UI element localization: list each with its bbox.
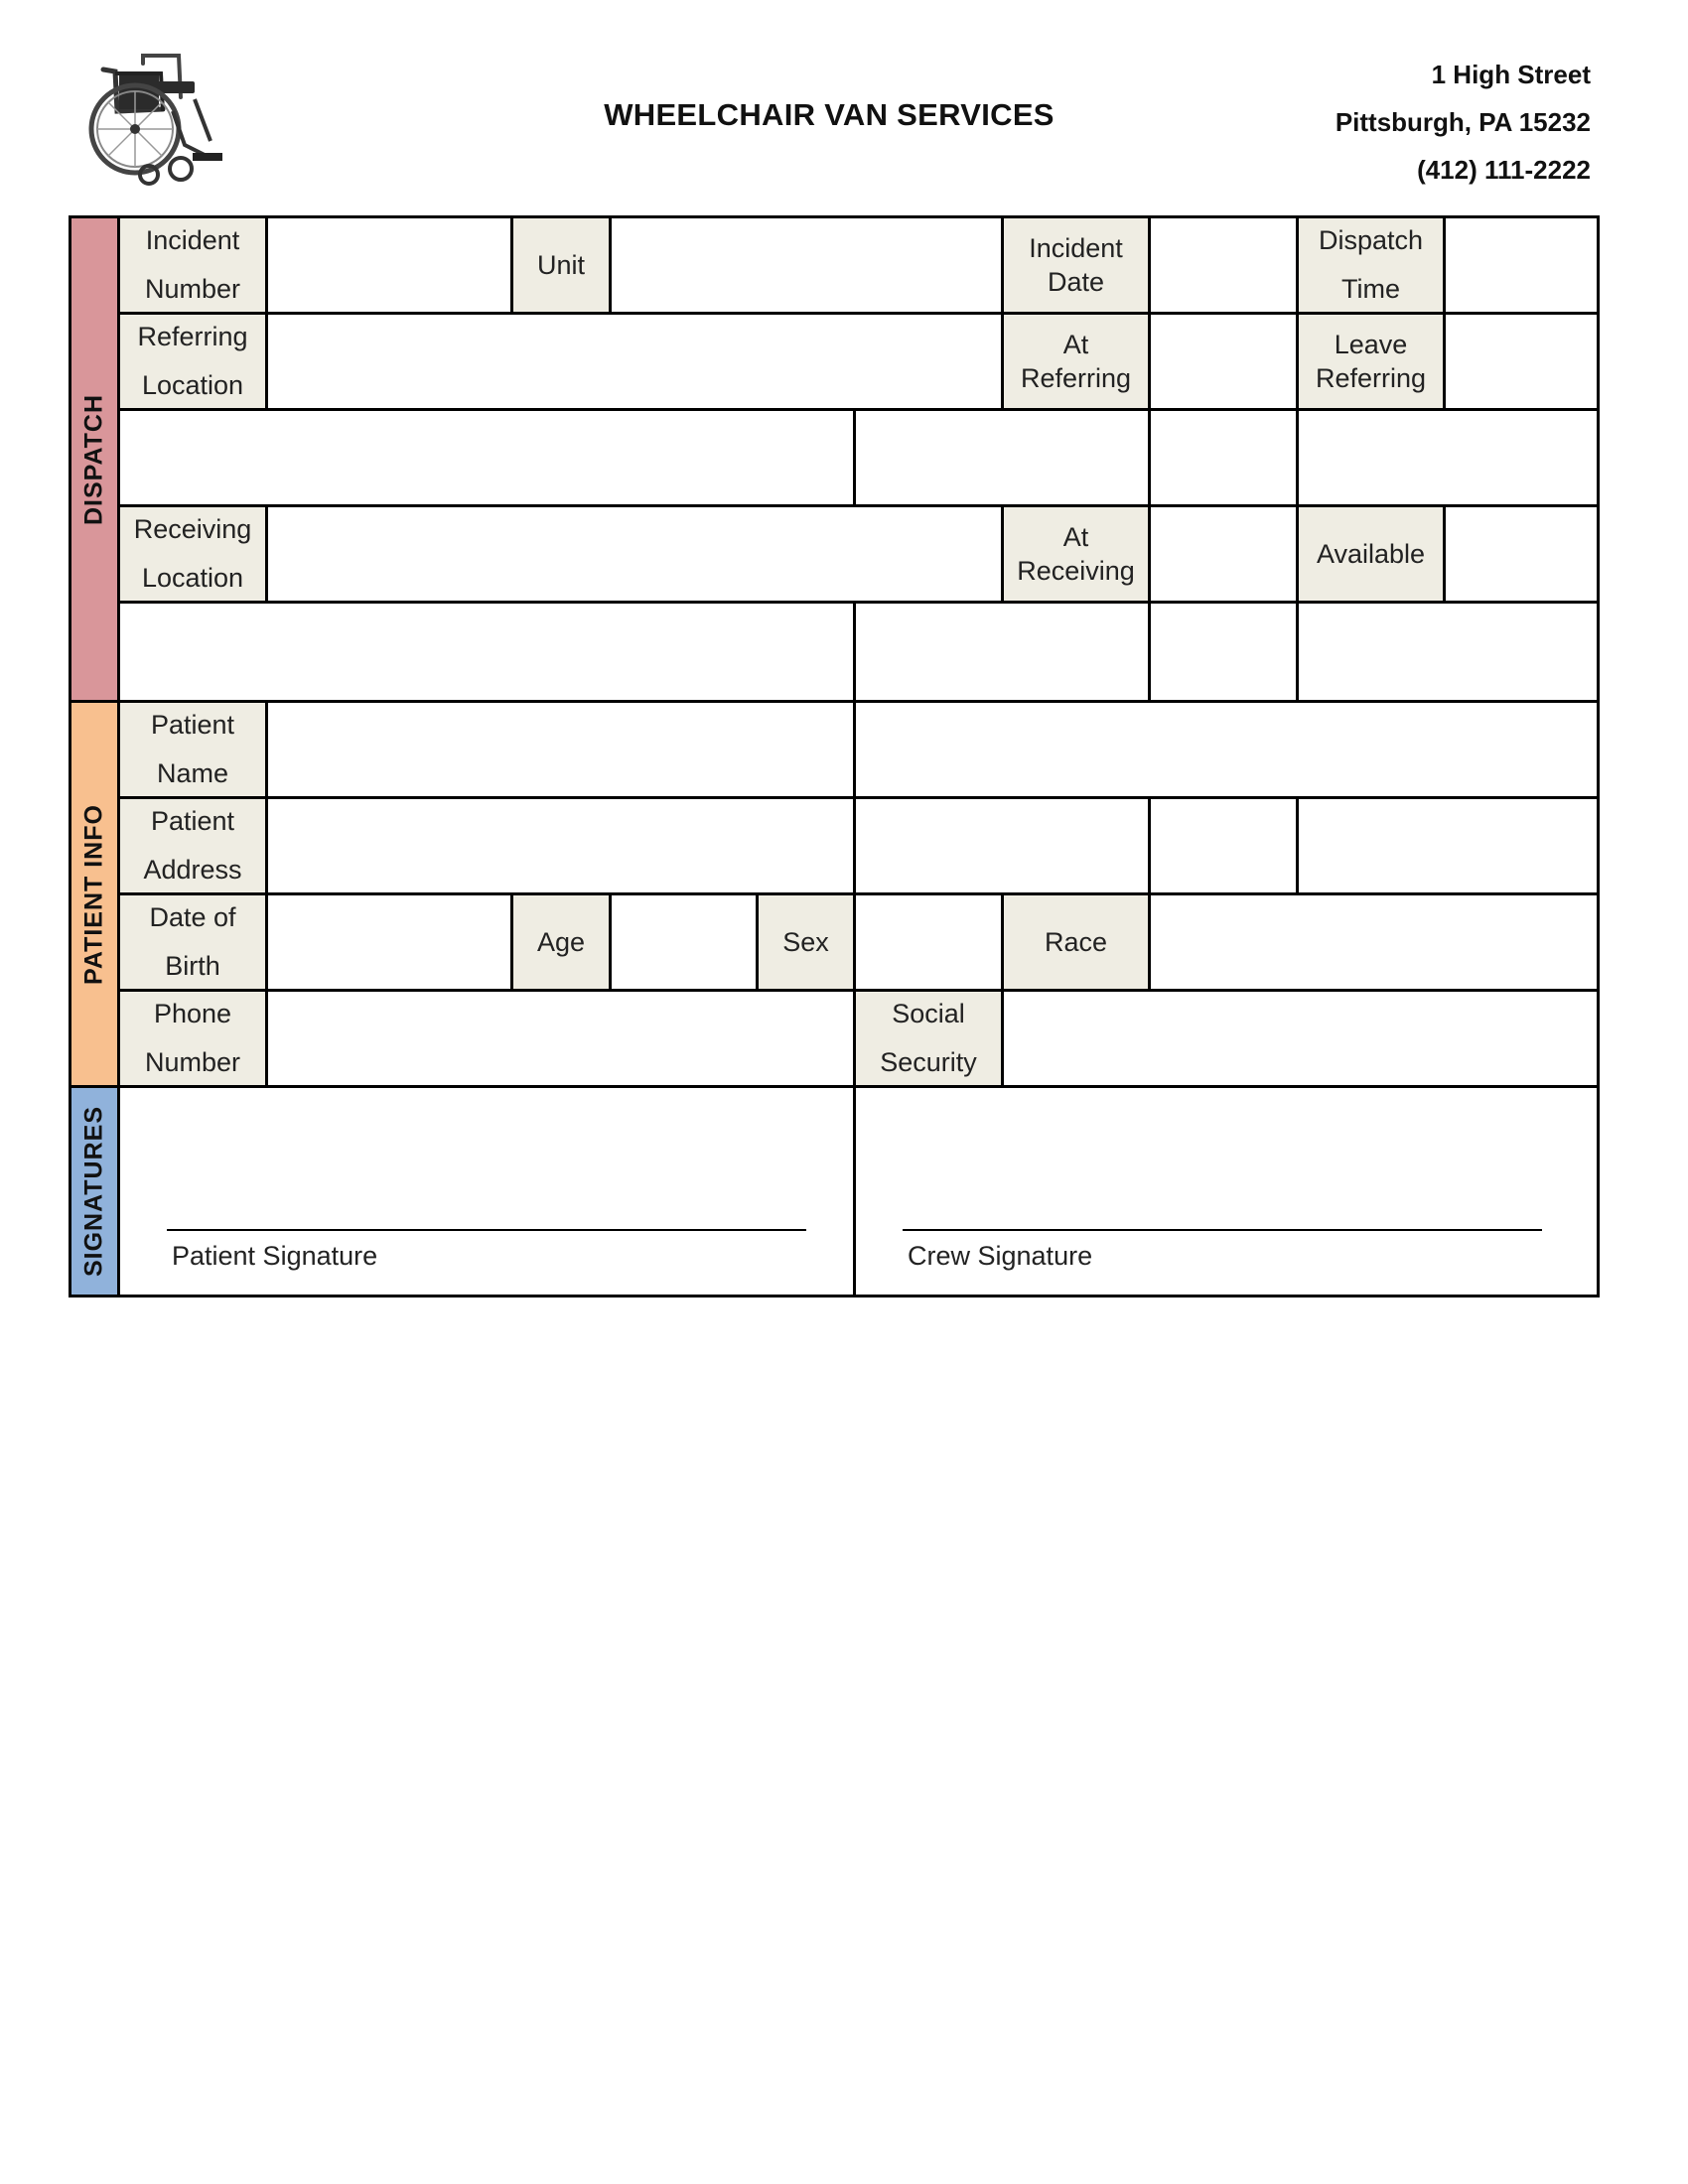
patient-signature-box[interactable] xyxy=(120,1088,856,1295)
unit-label: Unit xyxy=(513,218,612,315)
crew-signature-box[interactable] xyxy=(856,1088,1597,1295)
age-label: Age xyxy=(513,895,612,992)
sex-label: Sex xyxy=(759,895,856,992)
wheelchair-icon xyxy=(73,50,224,195)
phone-number-label: Phone Number xyxy=(120,992,268,1088)
patient-signature-label: Patient Signature xyxy=(172,1241,378,1271)
address-street: 1 High Street xyxy=(1431,60,1591,89)
race-field[interactable] xyxy=(1151,895,1597,992)
patient-name-label: Patient Name xyxy=(120,703,268,799)
receiving-zip-field[interactable] xyxy=(1299,604,1597,703)
available-field[interactable] xyxy=(1446,507,1597,604)
incident-number-label: Incident Number xyxy=(120,218,268,315)
referring-zip-field[interactable] xyxy=(1299,411,1597,507)
at-referring-label: At Referring xyxy=(1004,315,1151,411)
crew-signature-line xyxy=(903,1229,1542,1231)
receiving-location-label: Receiving Location xyxy=(120,507,268,604)
patient-city-field[interactable] xyxy=(856,799,1151,895)
patient-zip-field[interactable] xyxy=(1299,799,1597,895)
receiving-city-field[interactable] xyxy=(856,604,1151,703)
receiving-address-field[interactable] xyxy=(120,604,856,703)
referring-location-field[interactable] xyxy=(268,315,1004,411)
sex-field[interactable] xyxy=(856,895,1004,992)
crew-signature-label: Crew Signature xyxy=(908,1241,1093,1271)
patient-address-label: Patient Address xyxy=(120,799,268,895)
company-title: WHEELCHAIR VAN SERVICES xyxy=(604,97,1055,132)
unit-field[interactable] xyxy=(612,218,1004,315)
social-security-field[interactable] xyxy=(1004,992,1597,1088)
section-signatures-label: SIGNATURES xyxy=(79,1105,108,1278)
patient-name-extra-field[interactable] xyxy=(856,703,1597,799)
available-label: Available xyxy=(1299,507,1446,604)
dispatch-time-field[interactable] xyxy=(1446,218,1597,315)
section-patient-info-label: PATIENT INFO xyxy=(79,803,108,985)
date-of-birth-field[interactable] xyxy=(268,895,513,992)
at-receiving-label: At Receiving xyxy=(1004,507,1151,604)
incident-date-label: Incident Date xyxy=(1004,218,1151,315)
referring-address-field[interactable] xyxy=(120,411,856,507)
patient-state-field[interactable] xyxy=(1151,799,1299,895)
company-phone: (412) 111-2222 xyxy=(1417,155,1591,185)
leave-referring-label: Leave Referring xyxy=(1299,315,1446,411)
patient-name-field[interactable] xyxy=(268,703,856,799)
incident-number-field[interactable] xyxy=(268,218,513,315)
referring-state-field[interactable] xyxy=(1151,411,1299,507)
referring-city-field[interactable] xyxy=(856,411,1151,507)
dispatch-time-label: Dispatch Time xyxy=(1299,218,1446,315)
patient-signature-line xyxy=(167,1229,806,1231)
section-patient-info xyxy=(71,703,120,1088)
at-receiving-field[interactable] xyxy=(1151,507,1299,604)
section-dispatch xyxy=(71,218,120,703)
at-referring-field[interactable] xyxy=(1151,315,1299,411)
section-dispatch-label: DISPATCH xyxy=(79,393,108,525)
section-signatures xyxy=(71,1088,120,1295)
patient-address-field[interactable] xyxy=(268,799,856,895)
address-city: Pittsburgh, PA 15232 xyxy=(1335,107,1591,137)
incident-date-field[interactable] xyxy=(1151,218,1299,315)
leave-referring-field[interactable] xyxy=(1446,315,1597,411)
phone-number-field[interactable] xyxy=(268,992,856,1088)
date-of-birth-label: Date of Birth xyxy=(120,895,268,992)
referring-location-label: Referring Location xyxy=(120,315,268,411)
receiving-location-field[interactable] xyxy=(268,507,1004,604)
age-field[interactable] xyxy=(612,895,759,992)
race-label: Race xyxy=(1004,895,1151,992)
social-security-label: Social Security xyxy=(856,992,1004,1088)
receiving-state-field[interactable] xyxy=(1151,604,1299,703)
transport-form xyxy=(69,215,1600,1297)
